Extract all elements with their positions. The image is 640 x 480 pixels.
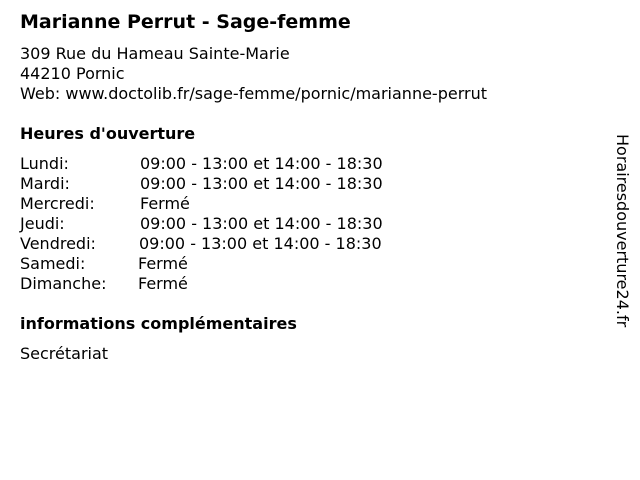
day-label: Jeudi: xyxy=(20,214,65,233)
hours-row-sunday xyxy=(20,274,440,294)
day-hours: 09:00 - 13:00 et 14:00 - 18:30 xyxy=(140,174,383,193)
additional-info-heading: informations complémentaires xyxy=(20,314,297,333)
day-label: Dimanche: xyxy=(20,274,107,293)
hours-row-friday xyxy=(20,234,440,254)
day-hours: Fermé xyxy=(138,254,188,273)
business-name: Marianne Perrut - Sage-femme xyxy=(20,11,351,33)
day-hours: 09:00 - 13:00 et 14:00 - 18:30 xyxy=(140,214,383,233)
address-block xyxy=(20,44,487,104)
additional-info-text: Secrétariat xyxy=(20,344,109,363)
hours-row-thursday xyxy=(20,214,440,234)
day-label: Mercredi: xyxy=(20,194,95,213)
day-label: Lundi: xyxy=(20,154,69,173)
site-watermark: Horairesdouverture24.fr xyxy=(613,134,632,328)
day-label: Mardi: xyxy=(20,174,70,193)
day-hours: 09:00 - 13:00 et 14:00 - 18:30 xyxy=(140,154,383,173)
day-hours: Fermé xyxy=(140,194,190,213)
day-hours: 09:00 - 13:00 et 14:00 - 18:30 xyxy=(139,234,382,253)
hours-row-wednesday xyxy=(20,194,440,214)
hours-row-tuesday xyxy=(20,174,440,194)
city-postal: 44210 Pornic xyxy=(20,64,125,83)
day-hours: Fermé xyxy=(138,274,188,293)
hours-row-monday xyxy=(20,154,440,174)
website-link[interactable]: Web: www.doctolib.fr/sage-femme/pornic/marianne-perrut xyxy=(20,84,487,103)
opening-hours-heading: Heures d'ouverture xyxy=(20,124,196,143)
street-address: 309 Rue du Hameau Sainte-Marie xyxy=(20,44,290,63)
hours-row-saturday xyxy=(20,254,440,274)
day-label: Vendredi: xyxy=(20,234,96,253)
opening-hours-table xyxy=(20,154,440,294)
day-label: Samedi: xyxy=(20,254,86,273)
